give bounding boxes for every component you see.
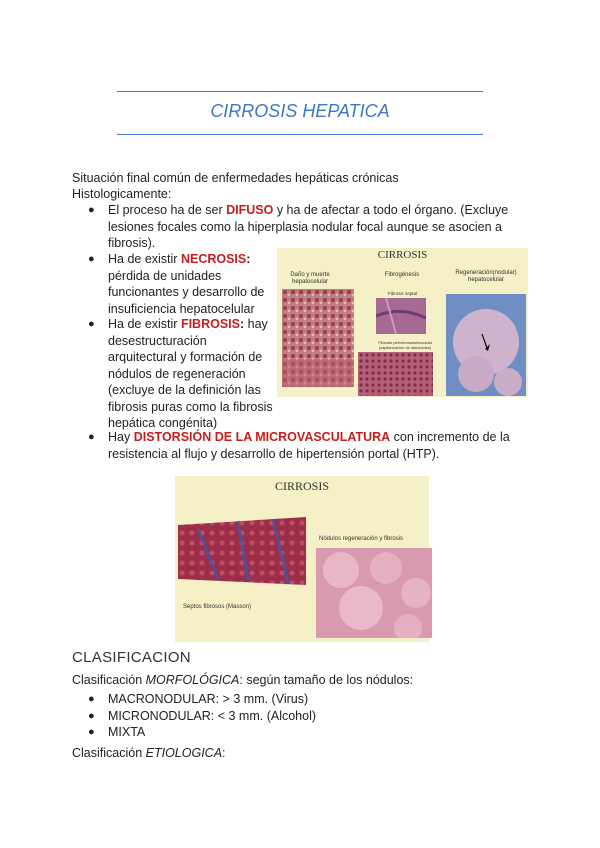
title-rule-top (117, 91, 483, 92)
bullet-difuso-rest: y ha de afectar a todo el órgano. (Excluye (273, 203, 509, 217)
bullet-fibrosis-rest: hay (244, 317, 268, 331)
bullet-dot: ● (88, 726, 95, 738)
bullet-dot: ● (88, 318, 95, 330)
bullet-fibrosis-line5: (excluye de la definición las (108, 383, 261, 397)
highlight-necrosis: NECROSIS (180, 252, 247, 266)
bullet-difuso-prefix: El proceso ha de ser (108, 203, 227, 217)
intro-line-1: Situación final común de enfermedades hepáticas crónicas (72, 171, 399, 185)
bullet-micro-prefix: Hay (108, 430, 134, 444)
figure1-label-right: Regeneración(nodular) hepatocelular (455, 270, 517, 283)
bullet-microvasculatura (108, 429, 528, 462)
morph-prefix: Clasificación (72, 673, 146, 687)
bullet-fibrosis-line2: desestructuración (108, 333, 207, 348)
bullet-dot: ● (88, 253, 95, 265)
bullet-dot: ● (88, 204, 95, 216)
bullet-fibrosis-line3: arquitectural y formación de (108, 350, 263, 364)
figure1-label-middle: Fibrogénesis (384, 272, 420, 278)
nodular-regeneration-image (446, 294, 526, 396)
figure-cirrosis-histology (175, 476, 429, 642)
etio-prefix: Clasificación (72, 746, 146, 760)
bullet-difuso-line2: lesiones focales como la hiperplasia nodular focal aunque se asocien a (108, 219, 503, 234)
bullet-necrosis-prefix: Ha de existir (108, 252, 181, 266)
etio-rest: : (222, 746, 226, 760)
septal-fibrosis-image (376, 298, 426, 334)
necrosis-histology-image (282, 289, 354, 387)
perivenous-fibrosis-image (358, 352, 433, 396)
bullet-fibrosis-line6: fibrosis puras como la fibrosis (108, 399, 273, 414)
etio-italic: ETIOLOGICA (145, 746, 223, 760)
figure-cirrosis-stages (277, 248, 528, 397)
regenerative-nodules-image (316, 548, 432, 638)
bullet-necrosis-line4: insuficiencia hepatocelular (108, 301, 255, 316)
clasificacion-etiologica (72, 745, 226, 762)
figure1-sublabel-bottom: Fibrosis perivenosa/sinusoidal (capilarización de sinusoides) (378, 340, 432, 350)
bullet-fibrosis-prefix: Ha de existir (108, 317, 181, 331)
highlight-microvasculatura: DISTORSIÓN DE LA MICROVASCULATURA (133, 430, 391, 444)
bullet-fibrosis-line4: nódulos de regeneración (108, 366, 246, 381)
page-title: CIRROSIS HEPATICA (210, 101, 390, 121)
list-item: MICRONODULAR: < 3 mm. (Alcohol) (108, 709, 317, 723)
masson-septa-image (178, 509, 306, 585)
highlight-fibrosis: FIBROSIS (180, 317, 240, 331)
intro-line-2: Histologicamente: (72, 187, 172, 201)
bullet-dot: ● (88, 431, 95, 443)
morph-italic: MORFOLÓGICA (145, 673, 240, 687)
morph-rest: : según tamaño de los nódulos: (239, 673, 414, 687)
list-item: MACRONODULAR: > 3 mm. (Virus) (108, 692, 309, 706)
list-item: MIXTA (108, 725, 146, 739)
bullet-dot: ● (88, 693, 95, 705)
bullet-necrosis-line3: funcionantes y desarrollo de (108, 285, 265, 299)
bullet-difuso-line3: fibrosis). (108, 236, 156, 250)
bullet-necrosis (108, 251, 278, 317)
figure2-label-right: Nódulos regeneración y fibrosis (319, 536, 404, 542)
figure1-sublabel-top: Fibrosis septal (387, 291, 417, 296)
figure1-title: CIRROSIS (377, 249, 428, 261)
section-heading-clasificacion: CLASIFICACION (72, 649, 191, 666)
clasificacion-morfologica (72, 672, 413, 689)
bullet-micro-rest: con incremento de la (390, 430, 510, 444)
bullet-dot: ● (88, 710, 95, 722)
bullet-fibrosis (108, 316, 278, 432)
figure1-label-left: Daño y muerte hepatocelular (290, 272, 330, 285)
bullet-fibrosis-colon: : (240, 317, 245, 331)
bullet-micro-line2: resistencia al flujo y desarrollo de hipertensión portal (HTP). (108, 446, 440, 461)
bullet-necrosis-line2: pérdida de unidades (108, 268, 222, 283)
bullet-difuso (108, 202, 528, 252)
figure2-title: CIRROSIS (274, 479, 330, 493)
figure2-caption-left: Septos fibrosos (Masson) (183, 604, 252, 610)
bullet-fibrosis-line7: hepática congénita) (108, 416, 218, 430)
bullet-necrosis-colon: : (246, 252, 251, 266)
highlight-difuso: DIFUSO (226, 203, 274, 217)
title-rule-bottom (117, 134, 483, 135)
